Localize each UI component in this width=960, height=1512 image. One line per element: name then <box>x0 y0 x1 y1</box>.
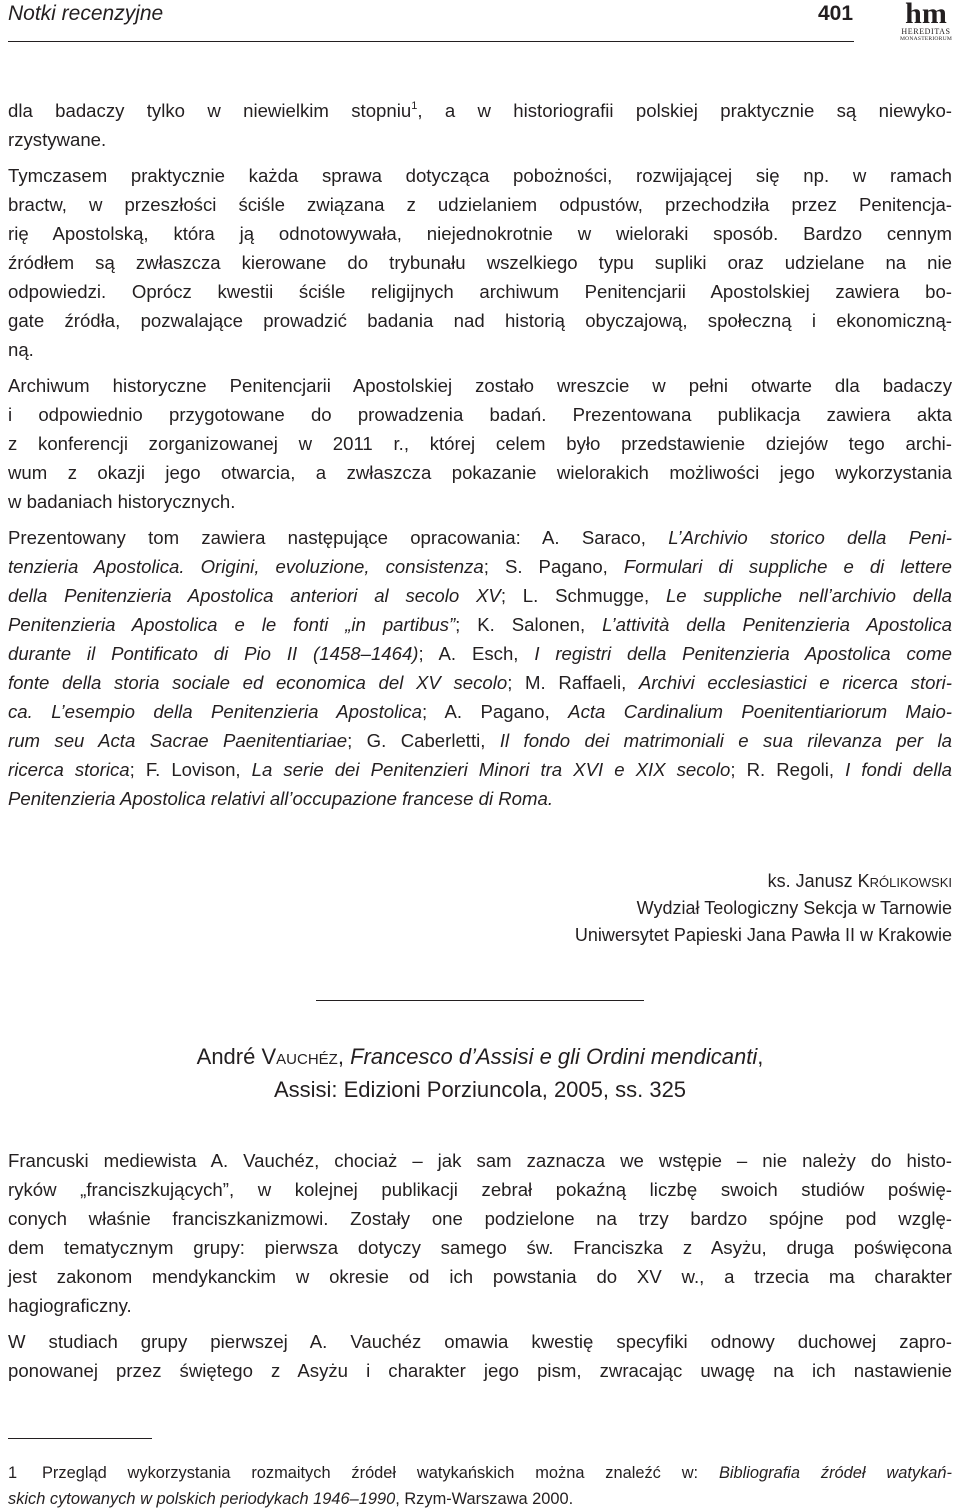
hm-logo-icon <box>897 2 955 26</box>
footnote-line: 1 Przegląd wykorzystania rozmaitych źródeł watykańskich można znaleźć w: Bibliografia źródeł watykań- <box>8 1464 952 1482</box>
text-line: Penitenzieria Apostolica relativi all’occupazione francese di Roma. <box>8 788 554 809</box>
text-line: źródłem są zwłaszcza kierowane do trybunału wszelkiego typu supliki oraz udzielane na nie <box>8 252 952 273</box>
review2-heading <box>0 1040 960 1106</box>
text-line: hagiograficzny. <box>8 1295 132 1316</box>
text-line: ną. <box>8 339 34 360</box>
review2-body <box>8 1146 952 1385</box>
book-title-line: André Vauchéz, Francesco d’Assisi e gli Ordini mendicanti, <box>196 1044 764 1069</box>
page-number: 401 <box>818 2 854 25</box>
text-line: tenzieria Apostolica. Origini, evoluzione, consistenza; S. Pagano, Formulari di suppliche e di lettere <box>8 556 952 577</box>
text-line: fonte della storia sociale ed economica del XV secolo; M. Raffaeli, Archivi ecclesiastici e ricerca stori- <box>8 672 952 693</box>
text-line: Penitenzieria Apostolica e le fonti „in partibus”; K. Salonen, L’attività della Penitenzieria Apostolica <box>8 614 952 635</box>
review1-body <box>8 96 952 813</box>
review1-signature <box>352 868 952 949</box>
section-title: Notki recenzyjne <box>8 2 164 25</box>
reviewer-name: ks. Janusz Królikowski <box>767 871 952 891</box>
text-line: gate źródła, pozwalające prowadzić badania nad historią obyczajową, społeczną i ekonomiczną- <box>8 310 952 331</box>
logo-text-monasteriorum: MONASTERIORUM <box>899 36 952 42</box>
book-publication-line: Assisi: Edizioni Porziuncola, 2005, ss. 325 <box>273 1077 687 1102</box>
footnote-rule <box>8 1438 152 1439</box>
text-line: rzystywane. <box>8 129 107 150</box>
text-line: rię Apostolską, która ją odnotowywała, niejednokrotnie w wieloraki sposób. Bardzo cennym <box>8 223 952 244</box>
text-line: della Penitenzieria Apostolica anteriori al secolo XV; L. Schmugge, Le suppliche nell’archivio della <box>8 585 953 606</box>
text-line: W studiach grupy pierwszej A. Vauchéz omawia kwestię specyfiki odnowy duchowej zapro- <box>8 1331 952 1352</box>
text-line: bractw, w przeszłości ściśle związana z udzielaniem odpustów, przechodziła przez Penitencja- <box>8 194 952 215</box>
svg-text:hm: hm <box>905 2 947 26</box>
text-line: odpowiedzi. Oprócz kwestii ściśle religijnych archiwum Penitencjarii Apostolskiej zawiera bo- <box>8 281 952 302</box>
footnote <box>8 1460 952 1512</box>
text-line: rum seu Acta Sacrae Paenitentiariae; G. Caberletti, Il fondo dei matrimoniali e sua rilevanza per la <box>8 730 952 751</box>
text-line: w badaniach historycznych. <box>8 491 236 512</box>
footnote-ref: 1 <box>411 99 418 112</box>
reviewer-affiliation-1: Wydział Teologiczny Sekcja w Tarnowie <box>636 898 952 918</box>
logo-text-hereditas: HEREDITAS <box>901 27 951 36</box>
reviewer-affiliation-2: Uniwersytet Papieski Jana Pawła II w Krakowie <box>574 925 952 945</box>
text-line: durante il Pontificato di Pio II (1458–1464); A. Esch, I registri della Penitenzieria Apostolica come <box>8 643 952 664</box>
text-line: Archiwum historyczne Penitencjarii Apostolskiej zostało wreszcie w pełni otwarte dla badaczy <box>8 375 952 396</box>
text-line: Prezentowany tom zawiera następujące opracowania: A. Saraco, L’Archivio storico della Peni- <box>8 527 952 548</box>
hereditas-monasteriorum-logo <box>897 2 955 44</box>
text-line: ricerca storica; F. Lovison, La serie dei Penitenzieri Minori tra XVI e XIX secolo; R. Regoli, I fondi della <box>8 759 953 780</box>
footnote-line: skich cytowanych w polskich periodykach 1946–1990, Rzym-Warszawa 2000. <box>8 1490 574 1508</box>
running-header <box>0 0 960 48</box>
text-line: dem tematycznym grupy: pierwsza dotyczy samego św. Franciszka z Asyżu, druga poświęcona <box>8 1237 952 1258</box>
text-line: Tymczasem praktycznie każda sprawa dotycząca pobożności, rozwijającej się np. w ramach <box>8 165 952 186</box>
header-rule <box>8 41 854 42</box>
text-line: z konferencji zorganizowanej w 2011 r., której celem było przedstawienie dziejów tego archi- <box>8 433 952 454</box>
section-separator <box>316 1000 644 1001</box>
text-line: dla badaczy tylko w niewielkim stopniu$^1$, a w historiografii polskiej praktycznie są niewyko- <box>8 99 952 121</box>
text-line: jest zakonom mendykanckim w okresie od ich powstania do XV w., a trzecia ma charakter <box>8 1266 952 1287</box>
text-line: wum z okazji jego otwarcia, a zwłaszcza pokazanie wielorakich możliwości jego wykorzystania <box>8 462 952 483</box>
text-line: ca. L’esempio della Penitenzieria Apostolica; A. Pagano, Acta Cardinalium Poenitentiariorum Maio- <box>8 701 952 722</box>
text-line: i odpowiednio przygotowane do prowadzenia badań. Prezentowana publikacja zawiera akta <box>8 404 952 425</box>
text-line: ryków „franciszkujących”, w kolejnej publikacji zebrał pokaźną liczbę swoich studiów poświę- <box>8 1179 952 1200</box>
text-line: Francuski mediewista A. Vauchéz, chociaż – jak sam zaznacza we wstępie – nie należy do histo- <box>8 1150 952 1171</box>
text-line: ponowanej przez świętego z Asyżu i charakter jego pism, zwracając uwagę na ich nastawienie <box>8 1360 952 1381</box>
text-line: conych właśnie franciszkanizmowi. Zostały one podzielone na trzy bardzo spójne pod wzglę- <box>8 1208 952 1229</box>
